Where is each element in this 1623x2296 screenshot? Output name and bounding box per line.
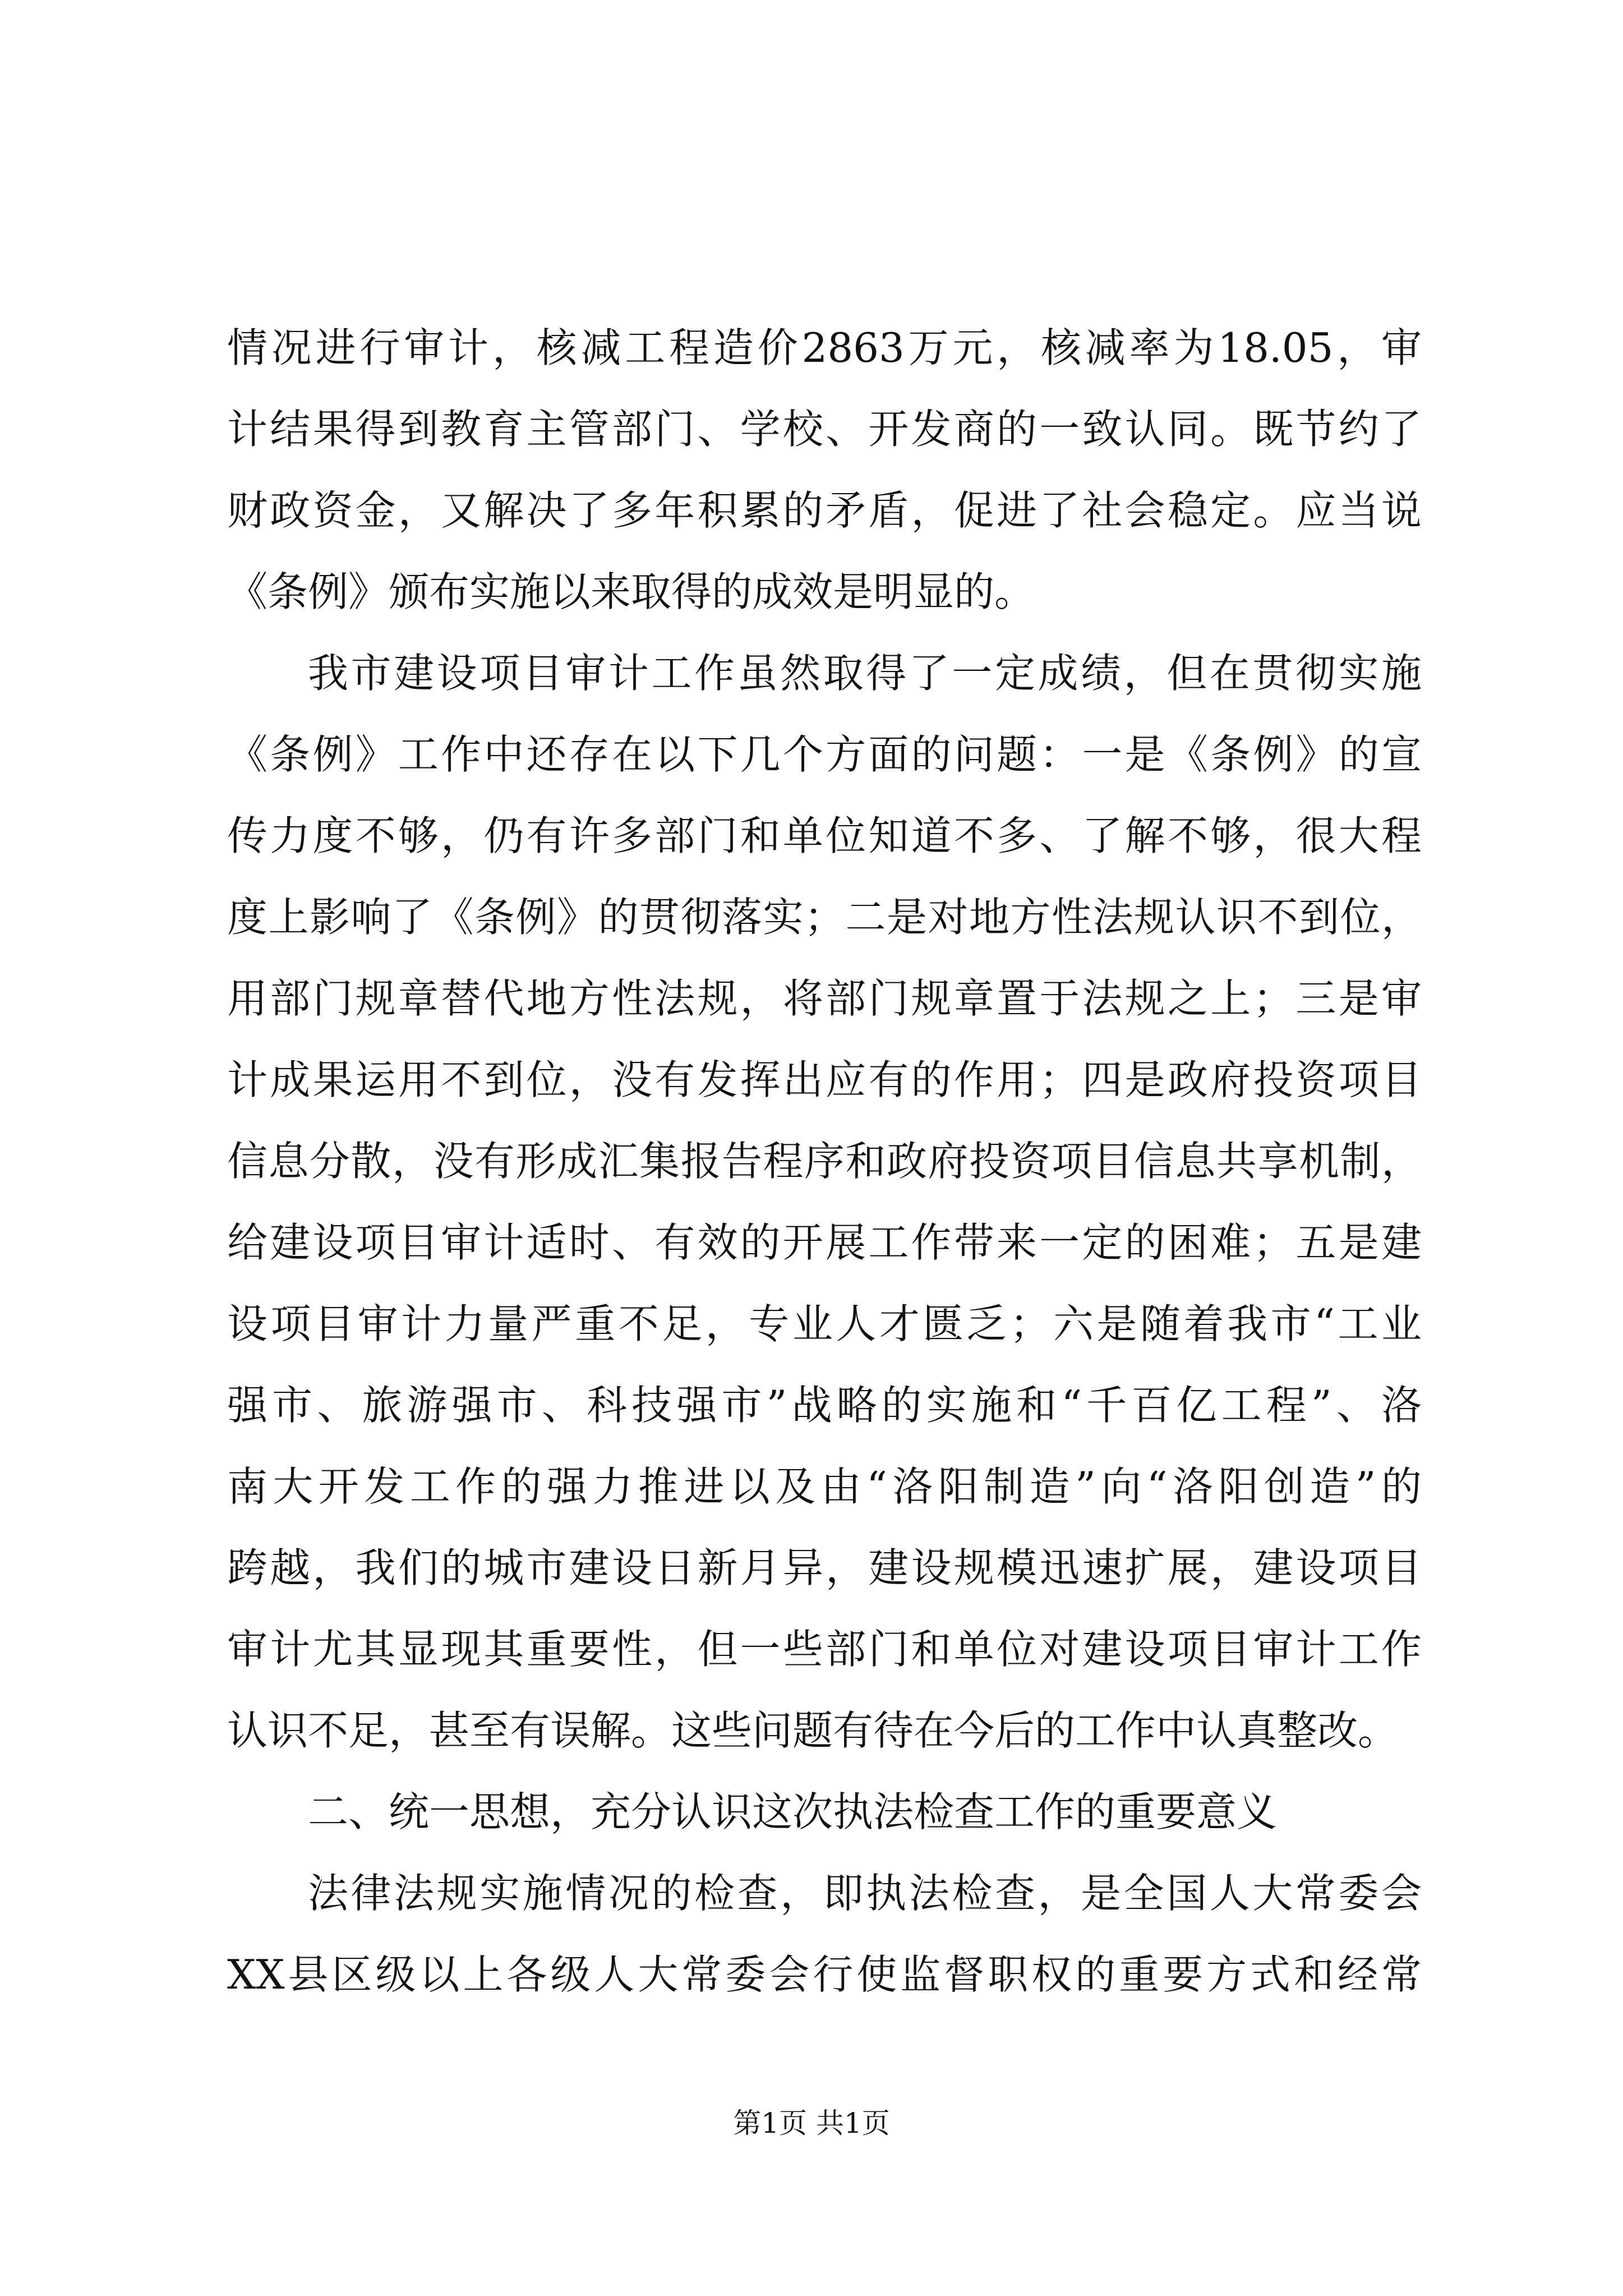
- text-line: 传力度不够，仍有许多部门和单位知道不多、了解不够，很大程: [227, 812, 1422, 859]
- text-line: 计成果运用不到位，没有发挥出应有的作用；四是政府投资项目: [227, 1056, 1422, 1103]
- section-heading: 二、统一思想，充分认识这次执法检查工作的重要意义: [308, 1788, 1278, 1835]
- document-body: [227, 307, 1422, 2016]
- text-line: 度上影响了《条例》的贯彻落实；二是对地方性法规认识不到位，: [227, 894, 1422, 941]
- text-line: 强市、旅游强市、科技强市”战略的实施和“千百亿工程”、洛: [227, 1382, 1422, 1429]
- text-line: 情况进行审计，核减工程造价2863万元，核减率为18.05，审: [227, 324, 1422, 371]
- text-line: 南大开发工作的强力推进以及由“洛阳制造”向“洛阳创造”的: [227, 1463, 1422, 1510]
- text-line: 《条例》工作中还存在以下几个方面的问题：一是《条例》的宣: [227, 731, 1422, 778]
- text-line: 审计尤其显现其重要性，但一些部门和单位对建设项目审计工作: [227, 1626, 1422, 1673]
- text-line: 给建设项目审计适时、有效的开展工作带来一定的困难；五是建: [227, 1219, 1422, 1266]
- text-line: 计结果得到教育主管部门、学校、开发商的一致认同。既节约了: [227, 406, 1422, 453]
- text-line: 我市建设项目审计工作虽然取得了一定成绩，但在贯彻实施: [308, 650, 1422, 697]
- text-line: 设项目审计力量严重不足，专业人才匮乏；六是随着我市“工业: [227, 1300, 1422, 1347]
- text-line: 财政资金，又解决了多年积累的矛盾，促进了社会稳定。应当说: [227, 487, 1422, 534]
- text-line: 信息分散，没有形成汇集报告程序和政府投资项目信息共享机制，: [227, 1138, 1422, 1185]
- text-line: 跨越，我们的城市建设日新月异，建设规模迅速扩展，建设项目: [227, 1544, 1422, 1591]
- text-line: 法律法规实施情况的检查，即执法检查，是全国人大常委会: [308, 1870, 1422, 1917]
- text-line: 认识不足，甚至有误解。这些问题有待在今后的工作中认真整改。: [227, 1707, 1399, 1754]
- page-number-footer: 第1页 共1页: [733, 2107, 890, 2139]
- text-line: 用部门规章替代地方性法规，将部门规章置于法规之上；三是审: [227, 975, 1422, 1022]
- text-line: XX县区级以上各级人大常委会行使监督职权的重要方式和经常: [227, 1951, 1422, 1998]
- text-line: 《条例》颁布实施以来取得的成效是明显的。: [227, 568, 1035, 615]
